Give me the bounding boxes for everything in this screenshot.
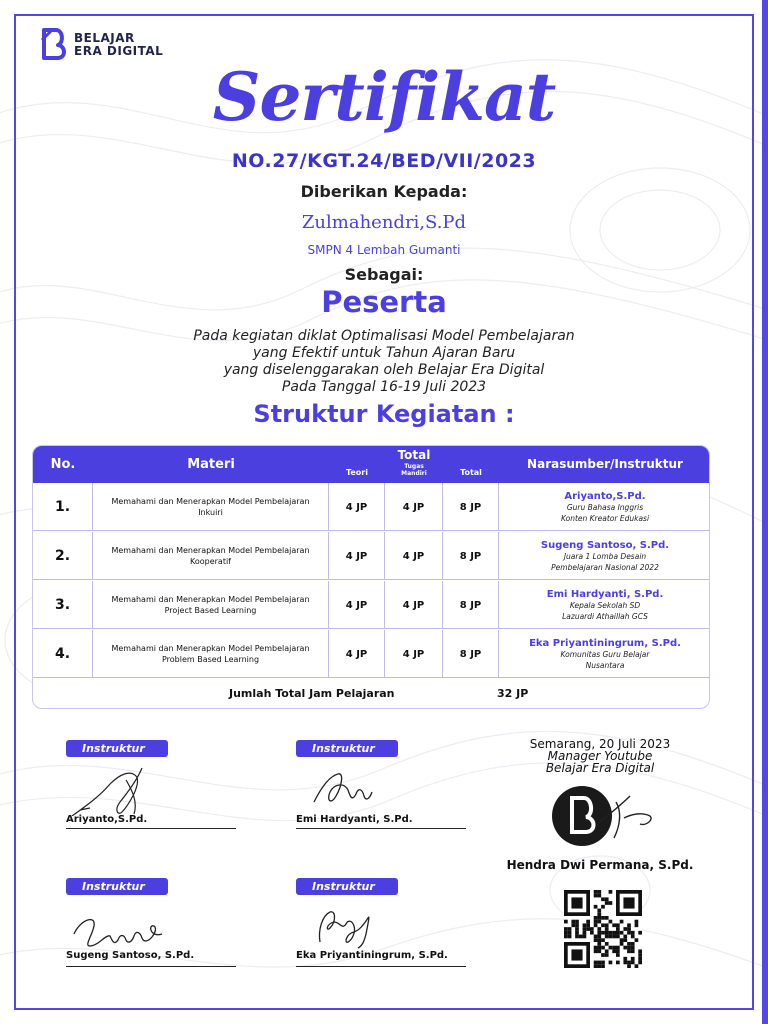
recipient-name: Zulmahendri,S.Pd: [301, 212, 467, 233]
row-instructor: [499, 532, 710, 580]
instructor-name: Ariyanto,S.Pd.: [564, 490, 646, 502]
row-instructor: [499, 630, 710, 678]
brand-line-2: ERA DIGITAL: [74, 44, 164, 58]
row-no: 1.: [33, 483, 93, 531]
brand-line-1: BELAJAR: [74, 31, 135, 45]
signature-line: [66, 828, 236, 829]
instructor-name: Emi Hardyanti, S.Pd.: [546, 588, 664, 600]
row-no: 3.: [33, 581, 93, 629]
manager-name: Hendra Dwi Permana, S.Pd.: [506, 858, 694, 872]
instructor-desc: Lazuardi Athaillah GCS: [562, 611, 648, 621]
row-materi: Memahami dan Menerapkan Model Pembelajaran Project Based Learning: [93, 581, 329, 629]
signature-block-2: [296, 740, 486, 832]
signature-block-3: [66, 878, 256, 970]
row-instructor: [499, 581, 710, 629]
header-total: Total: [460, 468, 482, 477]
signature-drawing: [66, 756, 236, 816]
instructor-desc: Nusantara: [585, 660, 625, 670]
manager-title-line: Manager Youtube: [547, 749, 653, 763]
header-total-group: Total: [397, 448, 431, 462]
qr-code[interactable]: [564, 890, 642, 968]
brand-logo-icon: [40, 26, 68, 62]
header-tugas-mandiri: Tugas Mandiri: [401, 463, 427, 477]
row-tugas: 4 JP: [385, 581, 443, 629]
manager-title-block: [480, 738, 720, 774]
row-no: 2.: [33, 532, 93, 580]
header-narasumber: Narasumber/Instruktur: [527, 457, 683, 471]
instructor-name: Eka Priyantiningrum, S.Pd.: [529, 637, 681, 649]
row-tugas: 4 JP: [385, 630, 443, 678]
instructor-badge: Instruktur: [66, 878, 168, 895]
activity-table: [32, 445, 710, 709]
instructor-desc: Guru Bahasa Inggris: [566, 502, 644, 512]
row-teori: 4 JP: [329, 630, 385, 678]
instructor-badge: Instruktur: [296, 878, 398, 895]
row-no: 4.: [33, 630, 93, 678]
description-line: Pada Tanggal 16-19 Juli 2023: [281, 379, 487, 395]
signer-name: Sugeng Santoso, S.Pd.: [66, 950, 195, 961]
signature-block-1: [66, 740, 256, 832]
row-teori: 4 JP: [329, 483, 385, 531]
table-row: [33, 483, 710, 531]
structure-title: Struktur Kegiatan :: [253, 400, 515, 428]
signer-name: Ariyanto,S.Pd.: [66, 814, 148, 825]
row-total: 8 JP: [443, 532, 499, 580]
certificate-number: NO.27/KGT.24/BED/VII/2023: [231, 150, 537, 172]
brand-name: [74, 32, 163, 58]
signer-name: Eka Priyantiningrum, S.Pd.: [296, 950, 448, 961]
signature-drawing: [66, 894, 236, 954]
row-teori: 4 JP: [329, 581, 385, 629]
total-label: Jumlah Total Jam Pelajaran: [229, 687, 395, 700]
total-value: 32 JP: [497, 687, 529, 700]
given-to-label: Diberikan Kepada:: [300, 182, 468, 201]
table-header: [33, 446, 710, 483]
participant-role: Peserta: [321, 285, 447, 319]
signature-drawing: [296, 894, 466, 954]
row-total: 8 JP: [443, 483, 499, 531]
row-tugas: 4 JP: [385, 483, 443, 531]
instructor-desc: Pembelajaran Nasional 2022: [551, 562, 659, 572]
table-row: [33, 532, 710, 580]
instructor-desc: Konten Kreator Edukasi: [560, 513, 650, 523]
certificate-title: Sertifikat: [212, 58, 556, 136]
row-teori: 4 JP: [329, 532, 385, 580]
recipient-school: SMPN 4 Lembah Gumanti: [307, 243, 461, 257]
instructor-name: Sugeng Santoso, S.Pd.: [540, 539, 670, 551]
table-row: [33, 581, 710, 629]
row-materi: Memahami dan Menerapkan Model Pembelajaran Inkuiri: [93, 483, 329, 531]
table-row: [33, 630, 710, 678]
description-line: yang diselenggarakan oleh Belajar Era Digital: [223, 362, 545, 378]
table-total-row: [33, 679, 710, 709]
description-line: yang Efektif untuk Tahun Ajaran Baru: [252, 345, 516, 361]
place-date: Semarang, 20 Juli 2023: [529, 737, 671, 751]
manager-title-line: Belajar Era Digital: [545, 761, 655, 775]
row-total: 8 JP: [443, 581, 499, 629]
signature-line: [296, 828, 466, 829]
instructor-desc: Kepala Sekolah SD: [569, 600, 641, 610]
signature-block-4: [296, 878, 486, 970]
row-instructor: [499, 483, 710, 531]
row-tugas: 4 JP: [385, 532, 443, 580]
header-no: No.: [50, 457, 76, 472]
row-materi: Memahami dan Menerapkan Model Pembelajaran Problem Based Learning: [93, 630, 329, 678]
instructor-desc: Komunitas Guru Belajar: [560, 649, 650, 659]
as-label: Sebagai:: [344, 265, 424, 284]
header-teori: Teori: [345, 468, 368, 477]
activity-description: [0, 328, 768, 396]
instructor-badge: Instruktur: [66, 740, 168, 757]
signer-name: Emi Hardyanti, S.Pd.: [296, 814, 413, 825]
signature-drawing: [296, 756, 466, 816]
description-line: Pada kegiatan diklat Optimalisasi Model Pembelajaran: [193, 328, 575, 344]
header-materi: Materi: [187, 457, 235, 472]
row-materi: Memahami dan Menerapkan Model Pembelajaran Kooperatif: [93, 532, 329, 580]
instructor-desc: Juara 1 Lomba Desain: [563, 551, 647, 561]
row-total: 8 JP: [443, 630, 499, 678]
instructor-badge: Instruktur: [296, 740, 398, 757]
signature-line: [296, 966, 466, 967]
organization-stamp: [550, 782, 670, 852]
signature-line: [66, 966, 236, 967]
